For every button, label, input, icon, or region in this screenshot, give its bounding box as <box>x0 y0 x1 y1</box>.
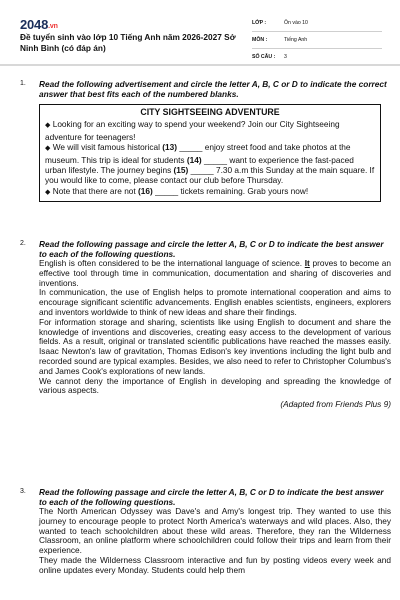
question-number: 2. <box>20 240 26 247</box>
question-number: 3. <box>20 488 26 495</box>
passage-paragraph-4: We cannot deny the importance of English in developing and spreading the knowledge of various aspects. <box>39 375 391 396</box>
question-2 <box>20 240 390 409</box>
meta-label: MÔN : <box>252 37 268 43</box>
meta-value: 3 <box>284 54 287 60</box>
question-3 <box>20 488 390 576</box>
question-number: 1. <box>20 80 26 87</box>
page-header <box>0 0 400 64</box>
meta-row-subject <box>252 32 382 49</box>
ad-paragraph-3: ◆ Note that there are not (16) _____ tickets remaining. Grab yours now! <box>45 185 309 196</box>
passage-source: (Adapted from Friends Plus 9) <box>280 399 391 410</box>
passage-paragraph-1: The North American Odyssey was Dave's and Amy's longest trip. They wanted to use this journey to encourage people to protect North America's waterways and wild places. Also, they wanted to teach schoolchildren about these wild areas. Therefore, they ran the Wilderness Classroom, an online platform where schoolchildren could follow their trips and learn from their experience. <box>39 506 391 556</box>
logo-suffix: .vn <box>48 23 58 30</box>
passage-paragraph-2: In communication, the use of English helps to promote international cooperation and aims to encourage significant scientific advancements. English enables scientists, engineers, explorers and inventors worldwide to think of new ideas and share their findings. <box>39 287 391 317</box>
question-instruction: Read the following passage and circle the letter A, B, C or D to indicate the best answer to each of the following questions. <box>39 487 384 507</box>
blank-13: (13) <box>162 142 178 153</box>
question-1 <box>20 80 390 202</box>
meta-table <box>252 15 382 66</box>
blank-16: (16) <box>138 185 153 196</box>
advertisement-title: CITY SIGHTSEEING ADVENTURE <box>140 107 280 117</box>
passage-paragraph-2: They made the Wilderness Classroom interactive and fun by posting videos every week and online updates every Monday. Students could help them <box>39 554 391 575</box>
blank-14: (14) <box>186 154 202 165</box>
blank-15: (15) <box>173 165 189 176</box>
meta-value: Ôn vào 10 <box>284 20 308 26</box>
diamond-bullet-icon: ◆ <box>45 188 51 196</box>
question-instruction: Read the following passage and circle the letter A, B, C or D to indicate the best answer to each of the following questions. <box>39 239 384 259</box>
diamond-bullet-icon: ◆ <box>45 145 51 153</box>
underlined-word: It <box>304 258 310 268</box>
meta-label: SỐ CÂU : <box>252 54 276 60</box>
meta-row-class <box>252 15 382 32</box>
header-divider <box>0 64 400 66</box>
ad-paragraph-1: ◆ Looking for an exciting way to spend your weekend? Join our City Sightseeing adventure for teenagers! <box>45 119 340 142</box>
site-logo[interactable] <box>20 17 58 32</box>
document-title: Đề tuyển sinh vào lớp 10 Tiếng Anh năm 2026-2027 Sở Ninh Bình (có đáp án) <box>20 32 236 53</box>
passage-paragraph-3: For information storage and sharing, scientists like using English to document and share the knowledge of inventions and discoveries, creating easy access to the development of various fields. As a result, original or translated scientific publications have reached the masses easily. Isaac Newton's law of gravitation, Thomas Edison's key inventions including the light bulb and recorded sound are typical examples. Besides, we also need to refer to Christopher Columbus's and James Cook's explorations of new lands. <box>39 316 391 376</box>
question-instruction: Read the following advertisement and circle the letter A, B, C or D to indicate the correct answer that best fits each of the numbered blanks. <box>39 79 387 99</box>
meta-value: Tiếng Anh <box>284 37 308 43</box>
diamond-bullet-icon: ◆ <box>45 122 51 130</box>
passage-paragraph-1: English is often considered to be the international language of science. It proves to become an effective tool through time in communication, documentation and sharing of discoveries and inventions. <box>39 258 391 288</box>
meta-label: LỚP : <box>252 20 267 26</box>
logo-text: 2048 <box>20 17 49 32</box>
ad-paragraph-2: ◆ We will visit famous historical (13) _____ enjoy street food and take photos at the museum. This trip is ideal for students (14) _____ want to experience the fast-paced urban lifestyle. The journey begins (15) _____ 7.30 a.m this Sunday at the main square. If you would like to come, please contact our club before Thursday. <box>45 142 375 186</box>
advertisement-box <box>39 104 381 202</box>
